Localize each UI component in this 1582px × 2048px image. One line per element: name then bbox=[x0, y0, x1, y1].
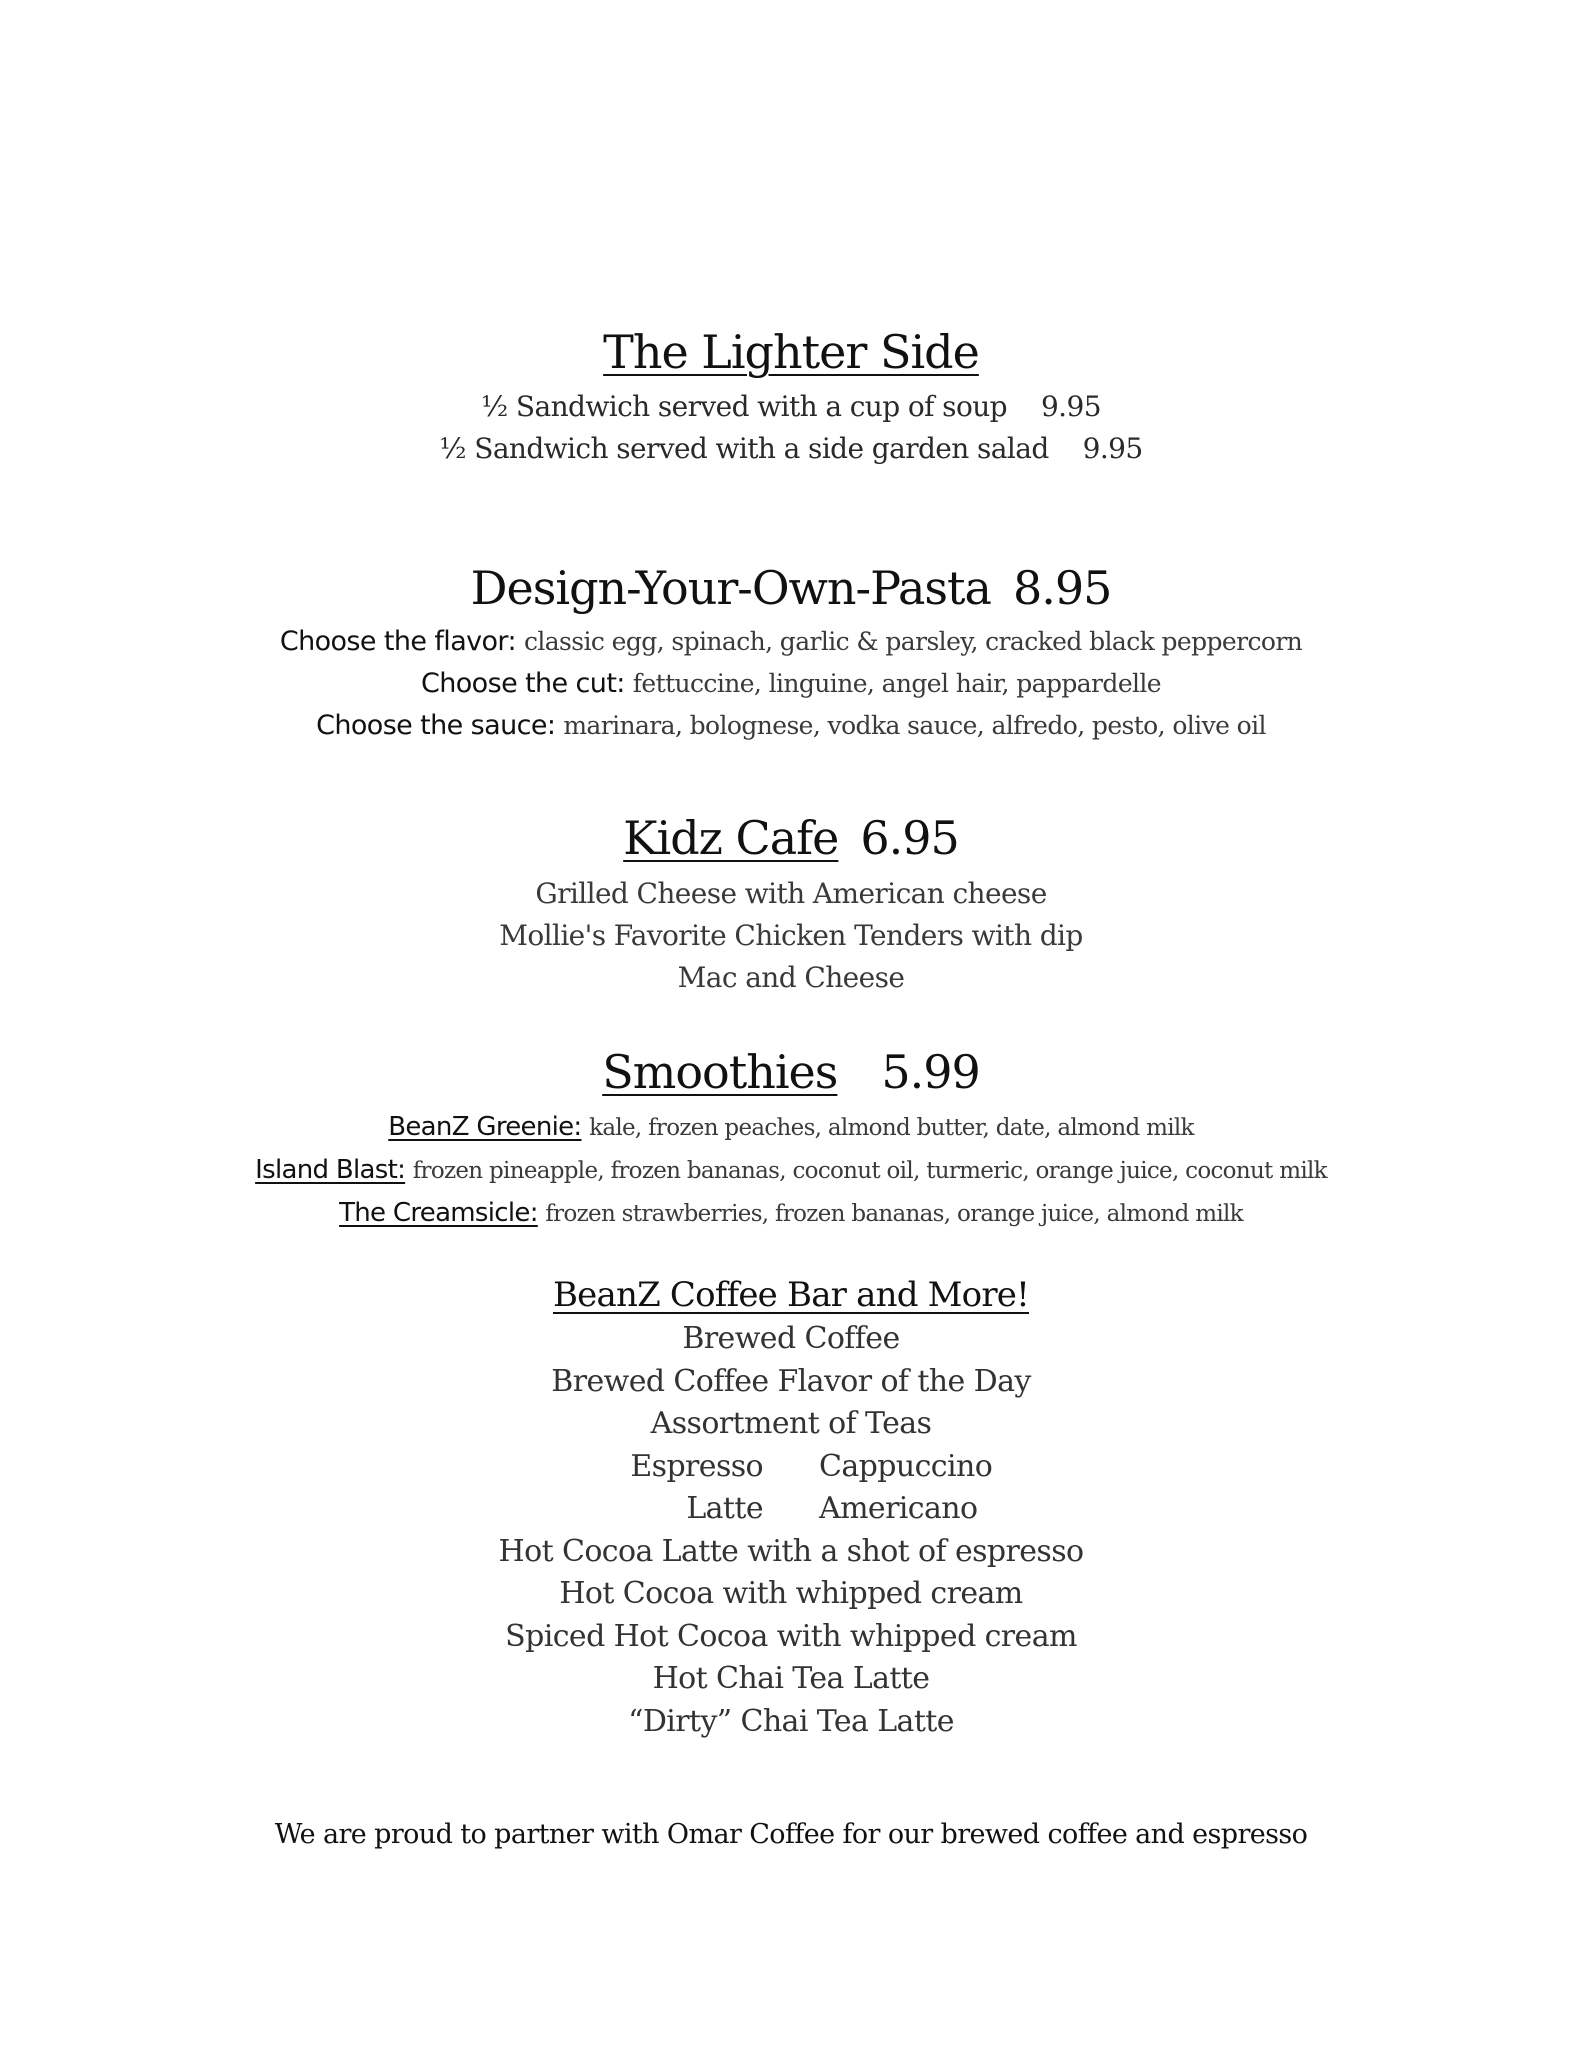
smoothies-title: Smoothies 5.99 bbox=[602, 1045, 980, 1099]
pasta-price: 8.95 bbox=[1012, 561, 1112, 615]
pasta-options bbox=[0, 621, 1582, 747]
smoothies-items bbox=[0, 1106, 1582, 1235]
kidz-section bbox=[0, 808, 1582, 868]
coffee-item: Spiced Hot Cocoa with whipped cream bbox=[505, 1618, 1077, 1654]
smoothie-item: BeanZ Greenie: kale, frozen peaches, almond butter, date, almond milk bbox=[388, 1112, 1194, 1142]
smoothie-item: Island Blast: frozen pineapple, frozen bananas, coconut oil, turmeric, orange juice, coconut milk bbox=[255, 1155, 1327, 1185]
coffee-item: Brewed Coffee bbox=[682, 1321, 900, 1356]
pasta-option-flavor: Choose the flavor: classic egg, spinach, garlic & parsley, cracked black peppercorn bbox=[279, 626, 1303, 657]
menu-item: ½ Sandwich served with a side garden salad 9.95 bbox=[439, 432, 1143, 465]
menu-item: Grilled Cheese with American cheese bbox=[535, 877, 1047, 910]
coffee-item: Brewed Coffee Flavor of the Day bbox=[551, 1363, 1031, 1399]
coffee-bar-items bbox=[0, 1318, 1582, 1743]
pasta-section bbox=[0, 558, 1582, 618]
coffee-item-pair: Espresso Cappuccino bbox=[630, 1448, 993, 1484]
lighter-side-items bbox=[0, 386, 1582, 470]
kidz-price: 6.95 bbox=[860, 811, 959, 865]
pasta-option-sauce: Choose the sauce: marinara, bolognese, vodka sauce, alfredo, pesto, olive oil bbox=[316, 710, 1266, 741]
pasta-option-cut: Choose the cut: fettuccine, linguine, angel hair, pappardelle bbox=[421, 668, 1161, 699]
menu-item: Mollie's Favorite Chicken Tenders with dip bbox=[499, 919, 1083, 952]
lighter-side-title: The Lighter Side bbox=[603, 325, 979, 379]
menu-item: Mac and Cheese bbox=[677, 961, 905, 994]
lighter-side-section bbox=[0, 322, 1582, 382]
menu-item: ½ Sandwich served with a cup of soup 9.95 bbox=[481, 390, 1101, 423]
partner-note: We are proud to partner with Omar Coffee for our brewed coffee and espresso bbox=[274, 1819, 1308, 1850]
coffee-item-pair: Latte Americano bbox=[686, 1491, 978, 1526]
coffee-item: Hot Cocoa Latte with a shot of espresso bbox=[498, 1533, 1084, 1569]
coffee-item: “Dirty” Chai Tea Latte bbox=[628, 1703, 954, 1739]
smoothies-section bbox=[0, 1042, 1582, 1102]
coffee-item: Hot Chai Tea Latte bbox=[652, 1661, 930, 1696]
pasta-title: Design-Your-Own-Pasta 8.95 bbox=[470, 561, 1112, 615]
menu-item-price: 9.95 bbox=[1040, 390, 1101, 423]
coffee-bar-title: BeanZ Coffee Bar and More! bbox=[553, 1275, 1029, 1315]
coffee-bar-section bbox=[0, 1272, 1582, 1318]
kidz-title: Kidz Cafe 6.95 bbox=[623, 811, 959, 865]
kidz-items bbox=[0, 873, 1582, 999]
smoothie-item: The Creamsicle: frozen strawberries, frozen bananas, orange juice, almond milk bbox=[339, 1198, 1243, 1228]
menu-item-price: 9.95 bbox=[1082, 432, 1143, 465]
footer-note bbox=[0, 1815, 1582, 1855]
coffee-item: Hot Cocoa with whipped cream bbox=[559, 1576, 1023, 1611]
coffee-item: Assortment of Teas bbox=[650, 1406, 932, 1441]
smoothies-price: 5.99 bbox=[881, 1045, 980, 1099]
